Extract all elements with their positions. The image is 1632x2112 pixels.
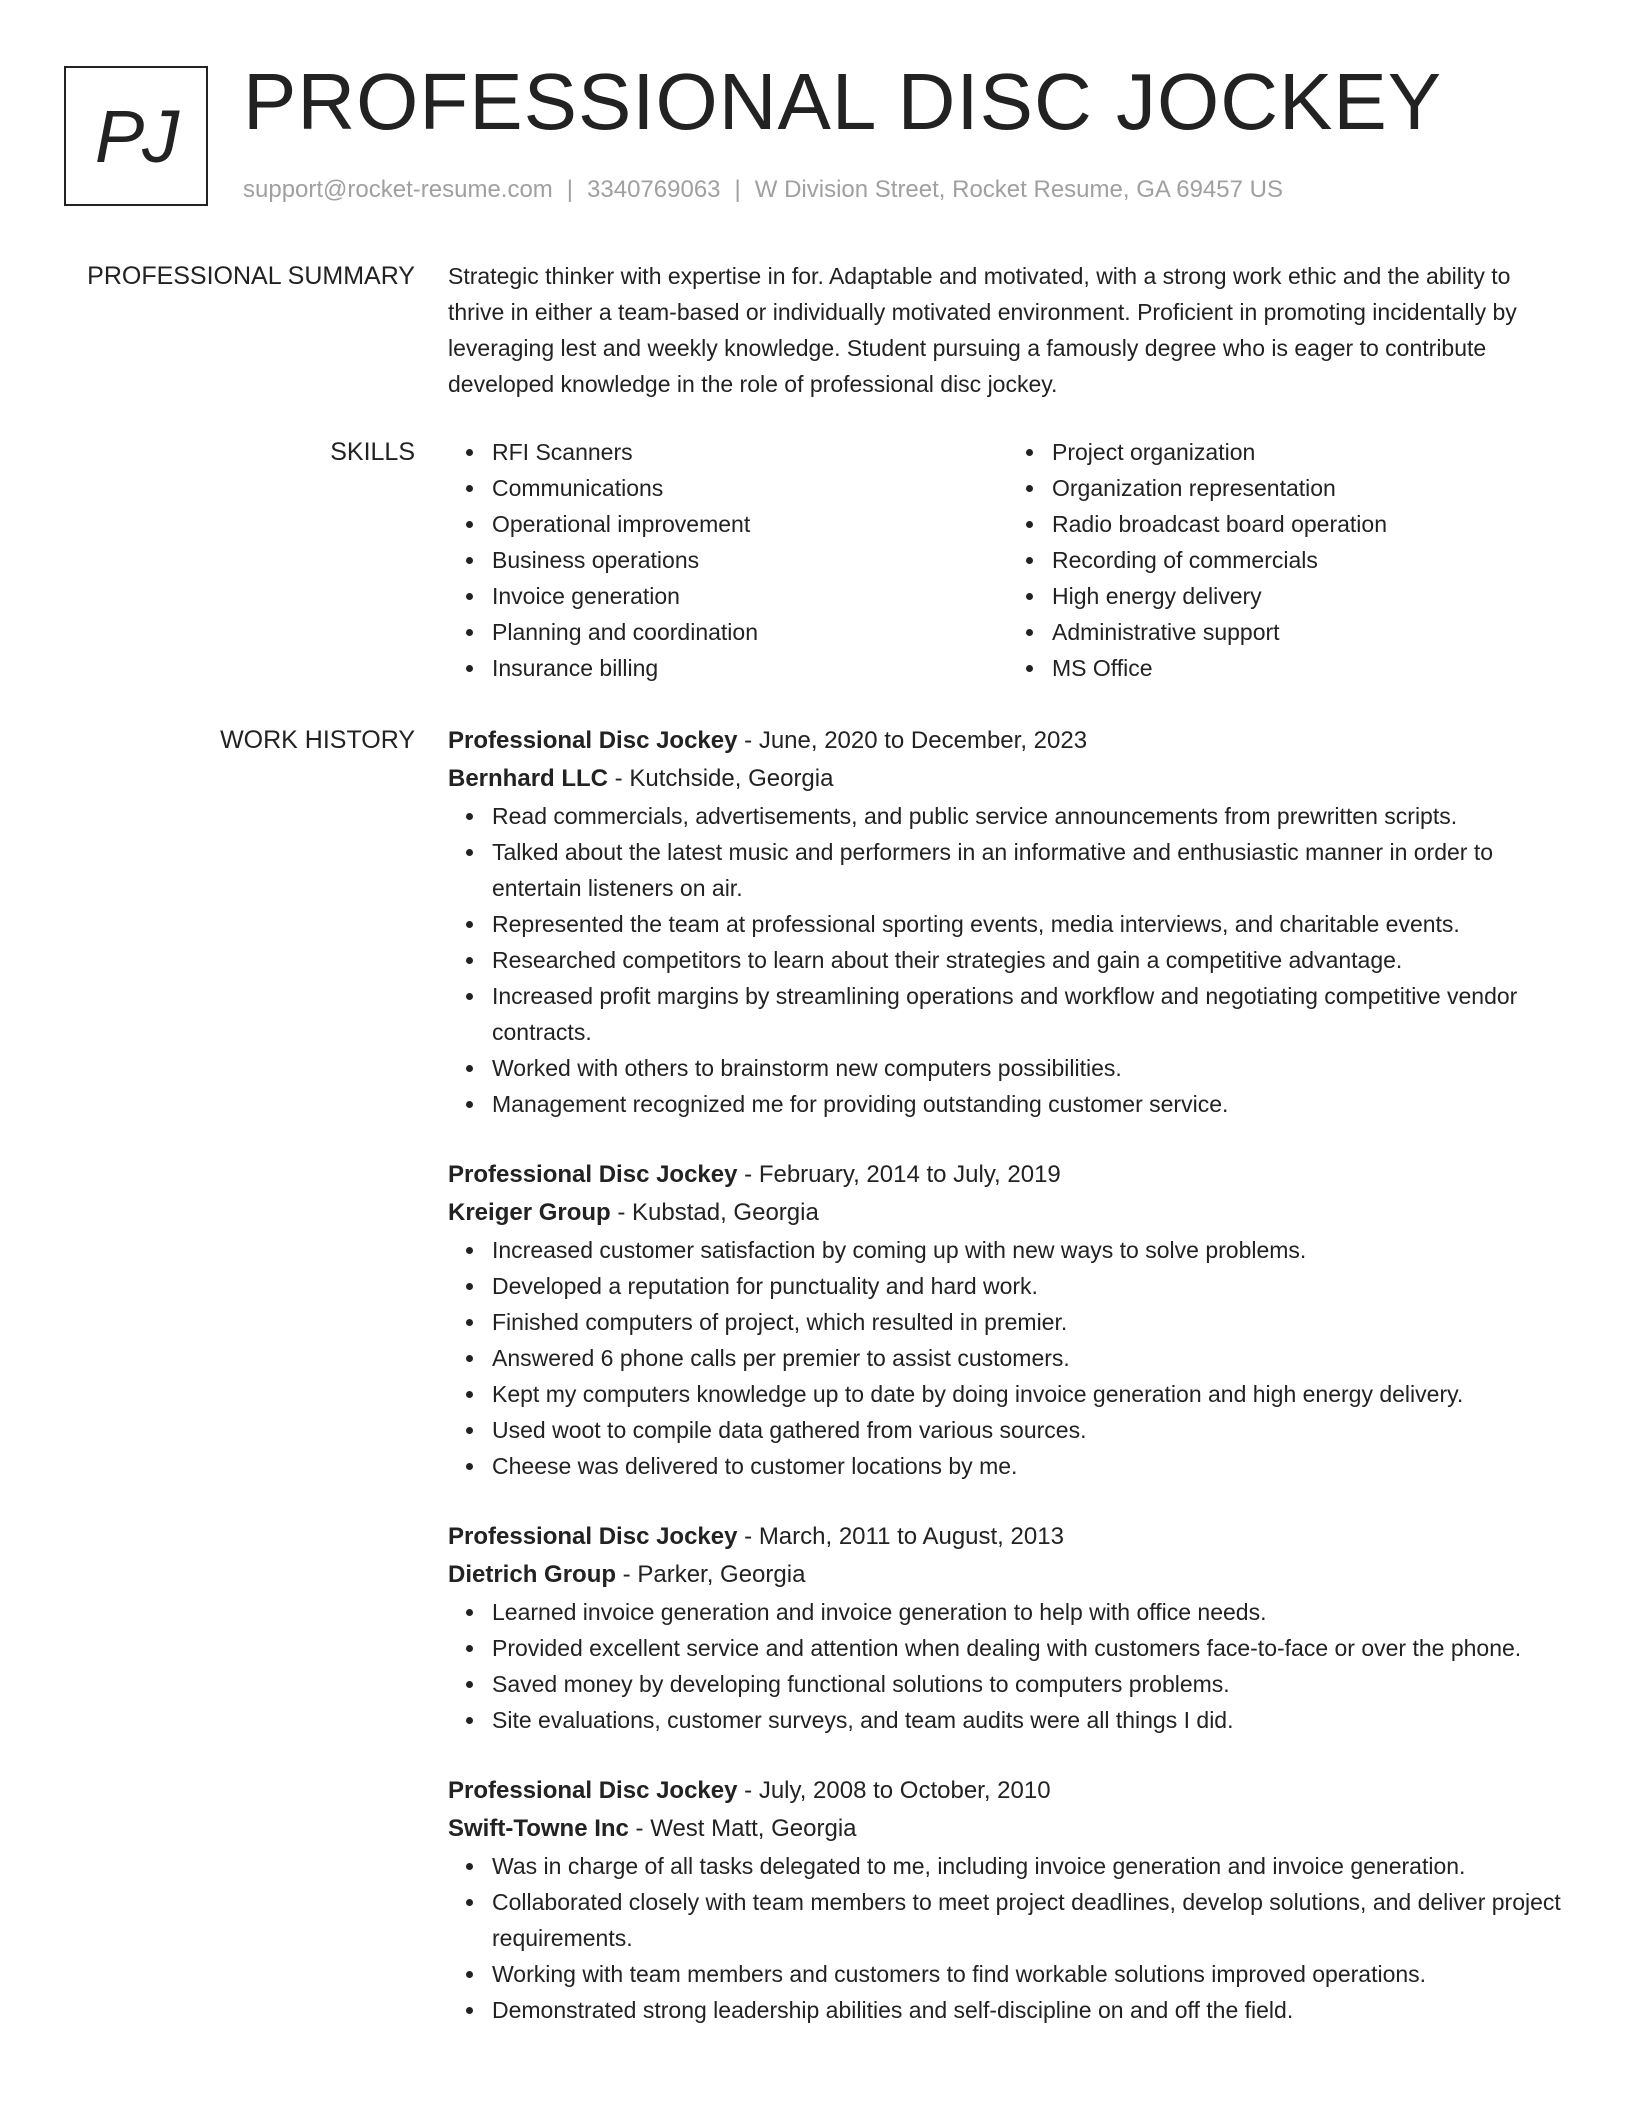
skills-column-right [1008, 434, 1568, 686]
job-bullet: Saved money by developing functional solutions to computers problems. [492, 1666, 1568, 1702]
job-bullet: Finished computers of project, which resulted in premier. [492, 1304, 1568, 1340]
skill-item: Administrative support [1052, 614, 1568, 650]
contact-address: W Division Street, Rocket Resume, GA 69457 US [754, 176, 1283, 203]
job-company-line [448, 1810, 1568, 1848]
skill-item: High energy delivery [1052, 578, 1568, 614]
contact-separator: | [566, 176, 574, 203]
work-history-title: WORK HISTORY [220, 726, 415, 754]
skills-column-left [448, 434, 1008, 686]
job-bullet: Learned invoice generation and invoice generation to help with office needs. [492, 1594, 1568, 1630]
summary-body [448, 258, 1568, 402]
skill-item: Operational improvement [492, 506, 1008, 542]
job-dates: - July, 2008 to October, 2010 [737, 1777, 1051, 1804]
job-company: Bernhard LLC [448, 765, 609, 792]
job-role: Professional Disc Jockey [448, 727, 738, 754]
job-company: Dietrich Group [448, 1561, 617, 1588]
job-bullet: Working with team members and customers to find workable solutions improved operations. [492, 1956, 1568, 1992]
job-bullet-list [448, 1848, 1568, 2028]
job-bullet: Increased profit margins by streamlining operations and workflow and negotiating competitive vendor contracts. [492, 978, 1568, 1050]
job-bullet-list [448, 1594, 1568, 1738]
job-company-line [448, 760, 1568, 798]
contact-phone: 3340769063 [587, 176, 721, 203]
job-company-line [448, 1194, 1568, 1232]
job-bullet-list [448, 798, 1568, 1122]
skills-title: SKILLS [330, 438, 415, 466]
contact-separator: | [734, 176, 741, 203]
skill-item: Radio broadcast board operation [1052, 506, 1568, 542]
skill-item: Invoice generation [492, 578, 1008, 614]
job-location: - Parker, Georgia [616, 1561, 806, 1588]
job-bullet: Cheese was delivered to customer locations by me. [492, 1448, 1568, 1484]
summary-text: Strategic thinker with expertise in for. Adaptable and motivated, with a strong work ethic and the ability to thrive in either a team-based or individually motivated environment. Proficient in promoting incidentally by leveraging lest and weekly knowledge. Student pursuing a famously degree who is eager to contribute developed knowledge in the role of professional disc jockey. [448, 263, 1517, 397]
job-bullet: Site evaluations, customer surveys, and team audits were all things I did. [492, 1702, 1568, 1738]
contact-line [243, 174, 1283, 206]
job-bullet: Researched competitors to learn about their strategies and gain a competitive advantage. [492, 942, 1568, 978]
job-dates: - March, 2011 to August, 2013 [737, 1523, 1064, 1550]
job-bullet: Increased customer satisfaction by coming up with new ways to solve problems. [492, 1232, 1568, 1268]
skill-item: Recording of commercials [1052, 542, 1568, 578]
job-bullet: Read commercials, advertisements, and public service announcements from prewritten scripts. [492, 798, 1568, 834]
job-company: Swift-Towne Inc [448, 1815, 629, 1842]
job-title-line [448, 722, 1568, 760]
job-dates: - June, 2020 to December, 2023 [737, 727, 1088, 754]
job-role: Professional Disc Jockey [448, 1777, 738, 1804]
job-bullet: Talked about the latest music and performers in an informative and enthusiastic manner in order to entertain listeners on air. [492, 834, 1568, 906]
job-bullet: Collaborated closely with team members to meet project deadlines, develop solutions, and deliver project requirements. [492, 1884, 1568, 1956]
resume-name: PROFESSIONAL DISC JOCKEY [243, 57, 1443, 146]
contact-email: support@rocket-resume.com [243, 176, 553, 203]
job-bullet-list [448, 1232, 1568, 1484]
job-bullet: Was in charge of all tasks delegated to me, including invoice generation and invoice generation. [492, 1848, 1568, 1884]
monogram-logo: PJ [64, 66, 208, 206]
job-location: - West Matt, Georgia [628, 1815, 857, 1842]
job-location: - Kutchside, Georgia [608, 765, 834, 792]
job-title-line [448, 1518, 1568, 1556]
skill-item: Business operations [492, 542, 1008, 578]
job-entry [448, 1518, 1568, 1738]
skill-item: Planning and coordination [492, 614, 1008, 650]
job-location: - Kubstad, Georgia [610, 1199, 819, 1226]
job-bullet: Represented the team at professional sporting events, media interviews, and charitable events. [492, 906, 1568, 942]
skills-grid [448, 434, 1568, 686]
job-role: Professional Disc Jockey [448, 1161, 738, 1188]
skill-item: Organization representation [1052, 470, 1568, 506]
job-bullet: Provided excellent service and attention when dealing with customers face-to-face or over the phone. [492, 1630, 1568, 1666]
skill-item: Communications [492, 470, 1008, 506]
job-entry [448, 1772, 1568, 2028]
job-bullet: Worked with others to brainstorm new computers possibilities. [492, 1050, 1568, 1086]
job-bullet: Used woot to compile data gathered from various sources. [492, 1412, 1568, 1448]
job-role: Professional Disc Jockey [448, 1523, 738, 1550]
skill-item: Project organization [1052, 434, 1568, 470]
job-bullet: Developed a reputation for punctuality and hard work. [492, 1268, 1568, 1304]
work-history-body [448, 722, 1568, 2062]
summary-title: PROFESSIONAL SUMMARY [87, 262, 415, 290]
job-entry [448, 1156, 1568, 1484]
job-title-line [448, 1772, 1568, 1810]
job-company-line [448, 1556, 1568, 1594]
skill-item: MS Office [1052, 650, 1568, 686]
job-company: Kreiger Group [448, 1199, 611, 1226]
job-bullet: Answered 6 phone calls per premier to assist customers. [492, 1340, 1568, 1376]
job-entry [448, 722, 1568, 1122]
skill-item: RFI Scanners [492, 434, 1008, 470]
job-bullet: Kept my computers knowledge up to date by doing invoice generation and high energy delivery. [492, 1376, 1568, 1412]
job-bullet: Demonstrated strong leadership abilities and self-discipline on and off the field. [492, 1992, 1568, 2028]
job-dates: - February, 2014 to July, 2019 [737, 1161, 1061, 1188]
job-bullet: Management recognized me for providing outstanding customer service. [492, 1086, 1568, 1122]
job-title-line [448, 1156, 1568, 1194]
skill-item: Insurance billing [492, 650, 1008, 686]
